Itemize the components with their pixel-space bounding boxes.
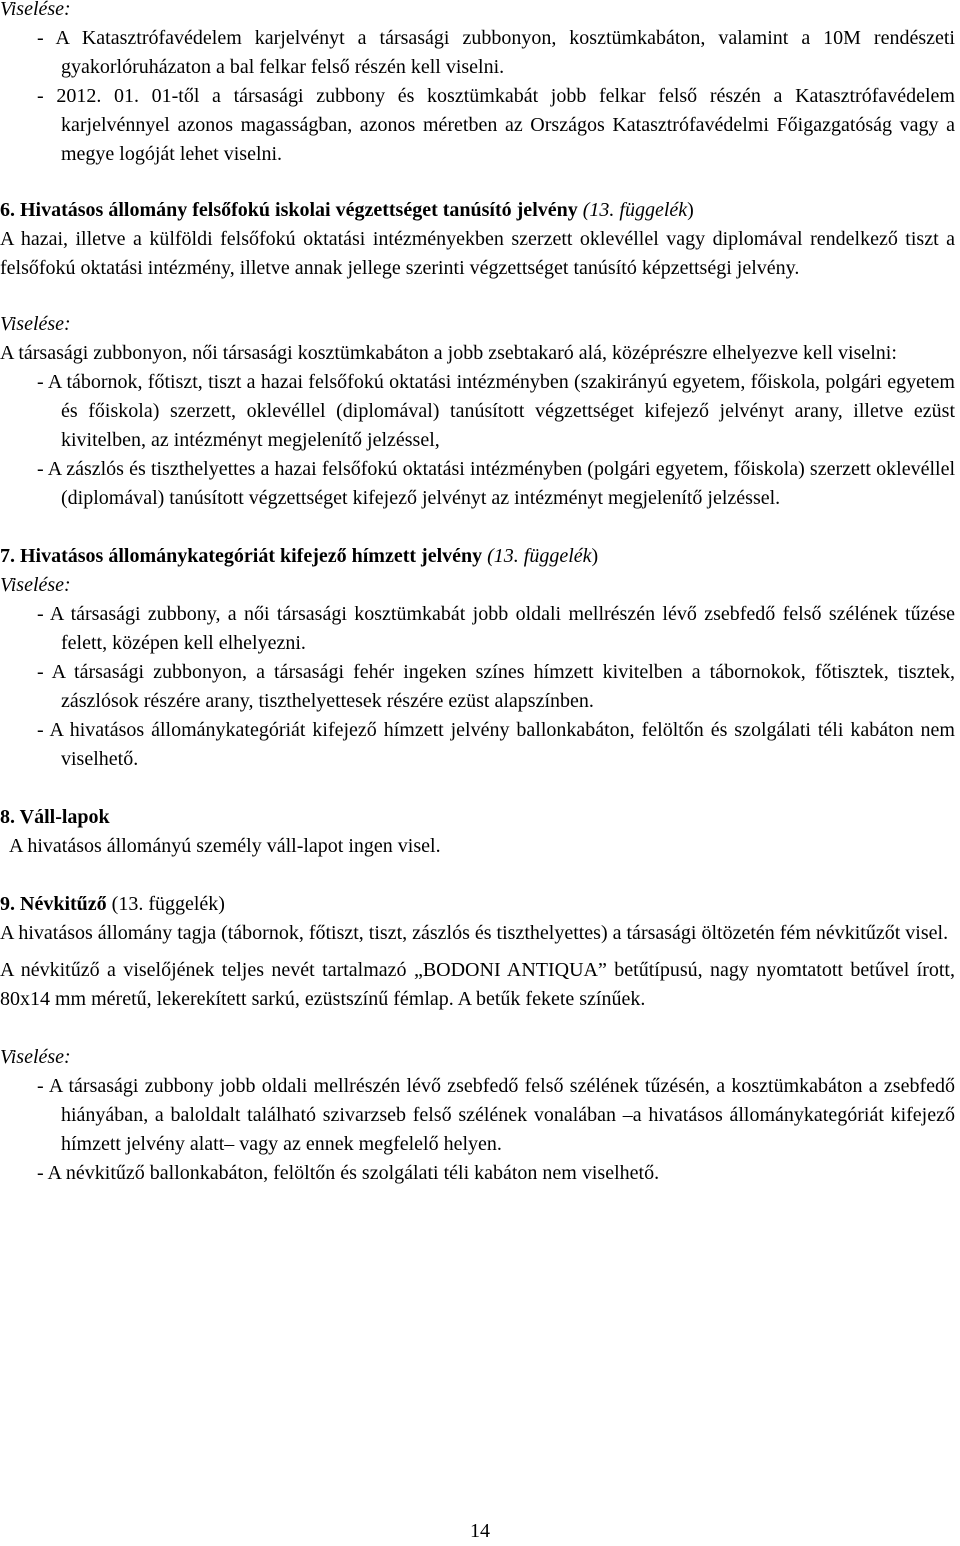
appendix-ref-close: ): [591, 545, 599, 567]
section-9-heading: [0, 890, 955, 919]
appendix-ref-close: ): [687, 199, 694, 221]
section-6-title: 6. Hivatásos állomány felsőfokú iskolai végzettséget tanúsító jelvény: [0, 199, 578, 221]
list-item: - A társasági zubbony jobb oldali mellrészén lévő zsebfedő felső szélének tűzésén, a kosztümkabáton a zsebfedő hiányában, a baloldalt található szivarzseb felső szélének vonalában –a hivatásos állománykategóriát kifejező hímzett jelvény alatt– vagy az ennek megfelelő helyen.: [37, 1075, 955, 1155]
wearing-label: Viselése:: [0, 313, 71, 335]
section-9-title: 9. Névkitűző: [0, 893, 107, 915]
paragraph: A névkitűző a viselőjének teljes nevét tartalmazó „BODONI ANTIQUA” betűtípusú, nagy nyomtatott betűvel írott, 80x14 mm méretű, lekerekített sarkú, ezüstszínű fémlap. A betűk fekete színűek.: [0, 959, 955, 1010]
section-7-heading: [0, 542, 955, 571]
list-item: - A társasági zubbonyon, a társasági fehér ingeken színes hímzett kivitelben a tábornokok, főtisztek, tisztek, zászlósok részére arany, tiszthelyettesek részére ezüst alapszínben.: [37, 661, 955, 712]
appendix-ref: (13. függelék: [487, 545, 592, 567]
list-item: - A zászlós és tiszthelyettes a hazai felsőfokú oktatási intézményben (polgári egyetem, főiskola) szerzett oklevéllel (diplomával) tanúsított végzettséget kifejező jelvényt az intézményt megjelenítő jelzéssel.: [37, 458, 955, 509]
paragraph: A társasági zubbonyon, női társasági kosztümkabáton a jobb zsebtakaró alá, középrészre elhelyezve kell viselni:: [0, 342, 897, 364]
list-item: - 2012. 01. 01-től a társasági zubbony és kosztümkabát jobb felkar felső részén a Katasztrófavédelem karjelvénnyel azonos magasságban, azonos méretben az Országos Katasztrófavédelmi Főigazgatóság vagy a megye logóját lehet viselni.: [37, 85, 955, 165]
paragraph: A hivatásos állományú személy váll-lapot ingen visel.: [9, 835, 441, 857]
section-7-title: 7. Hivatásos állománykategóriát kifejező hímzett jelvény: [0, 545, 483, 567]
wearing-label: Viselése:: [0, 0, 71, 20]
list-item: - A Katasztrófavédelem karjelvényt a társasági zubbonyon, kosztümkabáton, valamint a 10M rendészeti gyakorlóruházaton a bal felkar felső részén kell viselni.: [37, 27, 955, 78]
appendix-ref: (13. függelék: [582, 199, 688, 221]
paragraph: A hazai, illetve a külföldi felsőfokú oktatási intézményekben szerzett oklevéllel vagy diplomával rendelkező tiszt a felsőfokú oktatási intézmény, illetve annak jellege szerinti végzettséget tanúsító képzettségi jelvény.: [0, 228, 955, 279]
page-number: 14: [470, 1520, 490, 1542]
appendix-ref: (13. függelék): [111, 893, 225, 915]
section-6-heading: [0, 196, 955, 225]
list-item: - A hivatásos állománykategóriát kifejező hímzett jelvény ballonkabáton, felöltőn és szolgálati téli kabáton nem viselhető.: [37, 719, 955, 770]
list-item: - A tábornok, főtiszt, tiszt a hazai felsőfokú oktatási intézményben (szakirányú egyetem, főiskola, polgári egyetem és főiskola) szerzett, oklevéllel (diplomával) tanúsított végzettséget kifejező jelvényt arany, illetve ezüst kivitelben, az intézményt megjelenítő jelzéssel,: [37, 371, 955, 451]
list-item: - A társasági zubbony, a női társasági kosztümkabát jobb oldali mellrészén lévő zsebfedő felső szélének tűzése felett, középen kell elhelyezni.: [37, 603, 955, 654]
section-8-title: 8. Váll-lapok: [0, 806, 110, 828]
list-item: - A névkitűző ballonkabáton, felöltőn és szolgálati téli kabáton nem viselhető.: [37, 1162, 660, 1184]
paragraph: A hivatásos állomány tagja (tábornok, főtiszt, tiszt, zászlós és tiszthelyettes) a társasági öltözetén fém névkitűzőt visel.: [0, 922, 949, 944]
wearing-label: Viselése:: [0, 1046, 71, 1068]
wearing-label: Viselése:: [0, 574, 71, 596]
